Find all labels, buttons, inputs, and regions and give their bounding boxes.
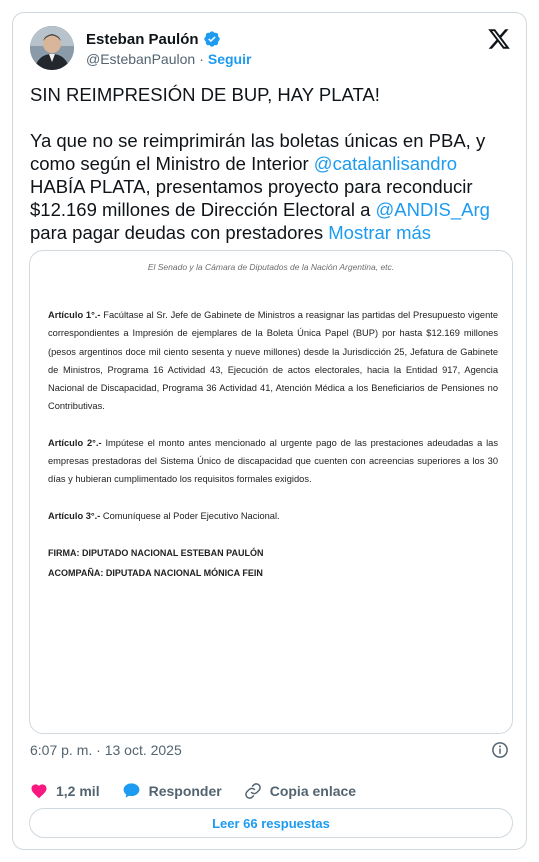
author-handle[interactable]: @EstebanPaulon <box>86 51 196 67</box>
article-3-label: Artículo 3°.- <box>48 510 101 521</box>
x-logo-icon[interactable] <box>487 27 511 51</box>
copy-link-button[interactable] <box>244 782 356 800</box>
author-handle-row <box>86 51 251 67</box>
tweet-timestamp[interactable]: 6:07 p. m. · 13 oct. 2025 <box>30 742 182 758</box>
article-1-text: Facúltase al Sr. Jefe de Gabinete de Ministros a reasignar las partidas del Presupuesto vigente correspondientes a Impresión de ejemplares de la Boleta Única Papel (BUP) por hasta $12.169 millones (pesos argentinos doce mil ciento sesenta y nueve millones) desde la Jurisdicción 25, Jefatura de Gabinete de Ministros, Programa 16 Actividad 43, Ejecución de actos electorales, hacia la Entidad 917, Agencia Nacional de Discapacidad, Programa 36 Actividad 41, Atención Médica a los Beneficiarios de Pensiones no Contributivas. <box>48 310 498 412</box>
follow-button[interactable]: Seguir <box>207 51 252 67</box>
author-name[interactable]: Esteban Paulón <box>86 30 199 48</box>
document-body <box>48 306 498 583</box>
info-icon[interactable] <box>491 741 509 759</box>
copy-link-label: Copia enlace <box>269 782 357 799</box>
paragraph-gap <box>30 106 515 129</box>
tweet-text <box>30 83 515 244</box>
reply-label: Responder <box>148 782 222 799</box>
tweet-body-part2: HABÍA PLATA, presentamos proyecto para reconducir $12.169 millones de Dirección Electoral a <box>30 176 473 220</box>
article-3-text: Comuníquese al Poder Ejecutivo Nacional. <box>100 510 280 521</box>
mention-andis[interactable]: @ANDIS_Arg <box>375 199 490 220</box>
tweet-body <box>30 129 515 244</box>
article-2 <box>48 434 498 489</box>
attached-document-image[interactable] <box>29 250 513 734</box>
tweet-card <box>12 12 527 850</box>
tweet-body-part3: para pagar deudas con prestadores <box>30 222 329 243</box>
tweet-headline: SIN REIMPRESIÓN DE BUP, HAY PLATA! <box>30 84 380 105</box>
document-signature: FIRMA: DIPUTADO NACIONAL ESTEBAN PAULÓN <box>48 547 264 558</box>
read-replies-button[interactable] <box>29 808 513 838</box>
separator-dot: · <box>199 51 204 67</box>
document-header: El Senado y la Cámara de Diputados de la Nación Argentina, etc. <box>147 262 395 272</box>
document-cosigner: ACOMPAÑA: DIPUTADA NACIONAL MÓNICA FEIN <box>48 567 263 578</box>
tweet-body-part1: Ya que no se reimprimirán las boletas únicas en PBA, y como según el Ministro de Interior <box>30 130 486 174</box>
like-button[interactable] <box>30 782 100 800</box>
article-3 <box>48 507 498 525</box>
reply-button[interactable] <box>122 781 222 800</box>
avatar[interactable] <box>30 26 74 70</box>
heart-icon <box>30 782 48 800</box>
read-replies-label: Leer 66 respuestas <box>212 815 330 831</box>
speech-bubble-icon <box>122 781 141 800</box>
author-name-row <box>86 30 221 48</box>
article-1-label: Artículo 1°.- <box>48 310 101 320</box>
verified-badge-icon <box>203 30 221 48</box>
mention-catalanlisandro[interactable]: @catalanlisandro <box>313 153 458 174</box>
article-2-label: Artículo 2°.- <box>48 437 102 448</box>
article-1 <box>48 306 498 416</box>
show-more-link[interactable]: Mostrar más <box>328 222 432 243</box>
like-count: 1,2 mil <box>56 782 100 799</box>
link-icon <box>244 782 262 800</box>
article-2-text: Impútese el monto antes mencionado al urgente pago de las prestaciones adeudadas a las empresas prestadoras del Sistema Único de discapacidad que cuenten con acreencias superiores a los 30 días y hubieran cumplimentado los requisitos formales exigidos. <box>48 437 499 485</box>
tweet-actions <box>30 781 378 800</box>
